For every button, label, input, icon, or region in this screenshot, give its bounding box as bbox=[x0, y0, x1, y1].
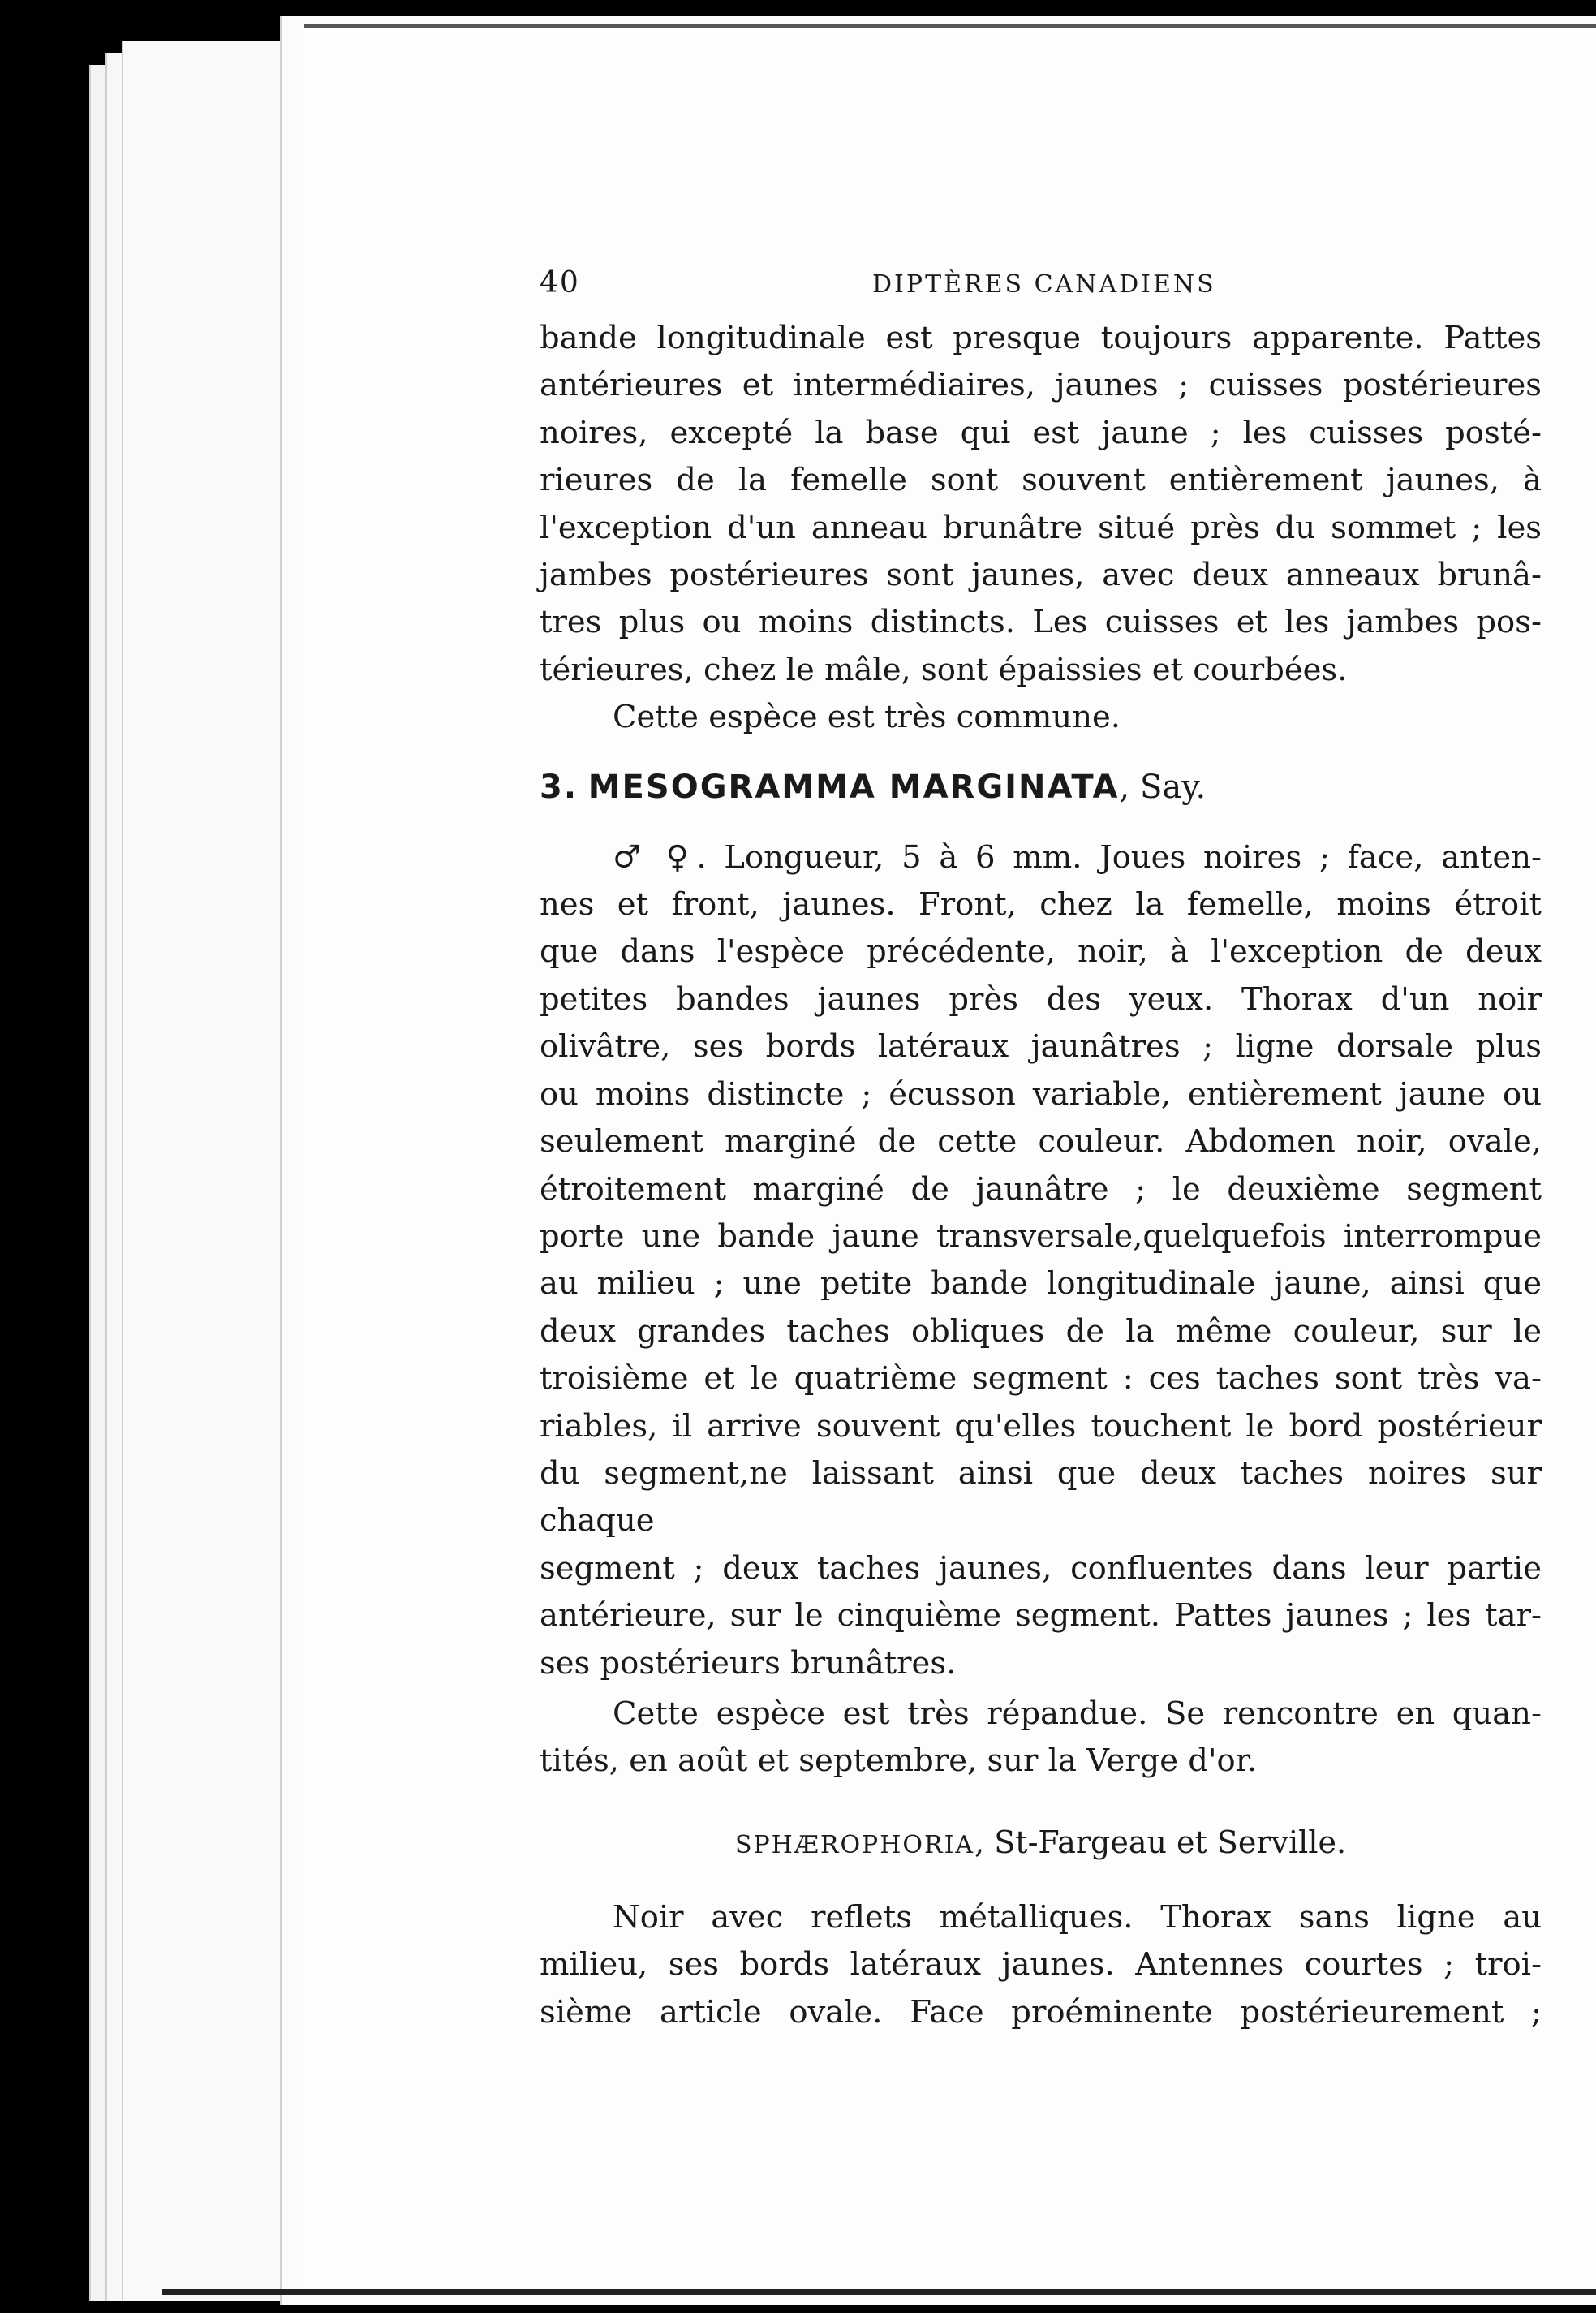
text-line: antérieures et intermédiaires, jaunes ; cuisses postérieures bbox=[540, 367, 1542, 404]
distribution-note bbox=[540, 1691, 1542, 1785]
text-line: jambes postérieures sont jaunes, avec deux anneaux brunâ- bbox=[540, 557, 1542, 594]
text-line: ou moins distincte ; écusson variable, entièrement jaune ou bbox=[540, 1075, 1542, 1113]
paragraph-continued bbox=[540, 315, 1542, 694]
page-text bbox=[540, 260, 1542, 2036]
text-line: petites bandes jaunes près des yeux. Thorax d'un noir bbox=[540, 980, 1542, 1018]
genus-author: , St-Fargeau et Serville. bbox=[974, 1824, 1347, 1860]
text-line: ♂ ♀. Longueur, 5 à 6 mm. Joues noires ; face, anten- bbox=[613, 838, 1542, 876]
bottom-edge-shadow bbox=[162, 2289, 1596, 2295]
text-line: porte une bande jaune transversale,quelquefois interrompue bbox=[540, 1217, 1542, 1255]
text-line: ses postérieurs brunâtres. bbox=[540, 1644, 957, 1682]
genus-description bbox=[540, 1894, 1542, 2036]
genus-heading bbox=[540, 1818, 1542, 1870]
text-line: que dans l'espèce précédente, noir, à l'exception de deux bbox=[540, 933, 1542, 971]
running-head bbox=[540, 260, 1542, 308]
text-line: tres plus ou moins distincts. Les cuisses et les jambes pos- bbox=[540, 604, 1542, 641]
text-line: nes et front, jaunes. Front, chez la femelle, moins étroit bbox=[540, 886, 1542, 924]
text-line: troisième et le quatrième segment : ces taches sont très va- bbox=[540, 1360, 1542, 1398]
text-line: milieu, ses bords latéraux jaunes. Antennes courtes ; troi- bbox=[540, 1946, 1542, 1983]
species-author: , Say. bbox=[1119, 768, 1207, 806]
species-name: MESOGRAMMA MARGINATA bbox=[587, 768, 1120, 806]
species-number: 3. bbox=[540, 768, 579, 806]
text-line: noires, excepté la base qui est jaune ; les cuisses posté- bbox=[540, 414, 1542, 451]
text-line: au milieu ; une petite bande longitudinale jaune, ainsi que bbox=[540, 1265, 1542, 1303]
text-line: sième article ovale. Face proéminente postérieurement ; bbox=[540, 1993, 1542, 2031]
text-line: deux grandes taches obliques de la même couleur, sur le bbox=[540, 1312, 1542, 1350]
species-heading bbox=[540, 763, 1542, 812]
text-line: riables, il arrive souvent qu'elles touchent le bord postérieur bbox=[540, 1407, 1542, 1445]
species-description bbox=[540, 834, 1542, 1687]
text-line: olivâtre, ses bords latéraux jaunâtres ; ligne dorsale plus bbox=[540, 1028, 1542, 1066]
text-line: l'exception d'un anneau brunâtre situé près du sommet ; les bbox=[540, 509, 1542, 546]
text-line: du segment,ne laissant ainsi que deux taches noires sur chaque bbox=[540, 1454, 1542, 1540]
text-line: étroitement marginé de jaunâtre ; le deuxième segment bbox=[540, 1170, 1542, 1208]
running-title: DIPTÈRES CANADIENS bbox=[872, 270, 1216, 299]
top-edge-shadow bbox=[304, 24, 1596, 28]
text-line: térieures, chez le mâle, sont épaissies et courbées. bbox=[540, 651, 1348, 688]
text-line: seulement marginé de cette couleur. Abdomen noir, ovale, bbox=[540, 1123, 1542, 1161]
genus-name: SPHÆROPHORIA bbox=[734, 1830, 975, 1859]
text-line: bande longitudinale est presque toujours apparente. Pattes bbox=[540, 320, 1542, 356]
text-line: Noir avec reflets métalliques. Thorax sans ligne au bbox=[613, 1898, 1542, 1936]
text-line: rieures de la femelle sont souvent entièrement jaunes, à bbox=[540, 462, 1542, 499]
text-line: Cette espèce est très répandue. Se rencontre en quan- bbox=[613, 1695, 1542, 1732]
text-line: tités, en août et septembre, sur la Verge d'or. bbox=[540, 1742, 1258, 1780]
text-line: antérieure, sur le cinquième segment. Pattes jaunes ; les tar- bbox=[540, 1597, 1542, 1635]
text-line: segment ; deux taches jaunes, confluentes dans leur partie bbox=[540, 1549, 1542, 1587]
page-number: 40 bbox=[540, 266, 580, 299]
remark-common: Cette espèce est très commune. bbox=[613, 699, 1121, 736]
